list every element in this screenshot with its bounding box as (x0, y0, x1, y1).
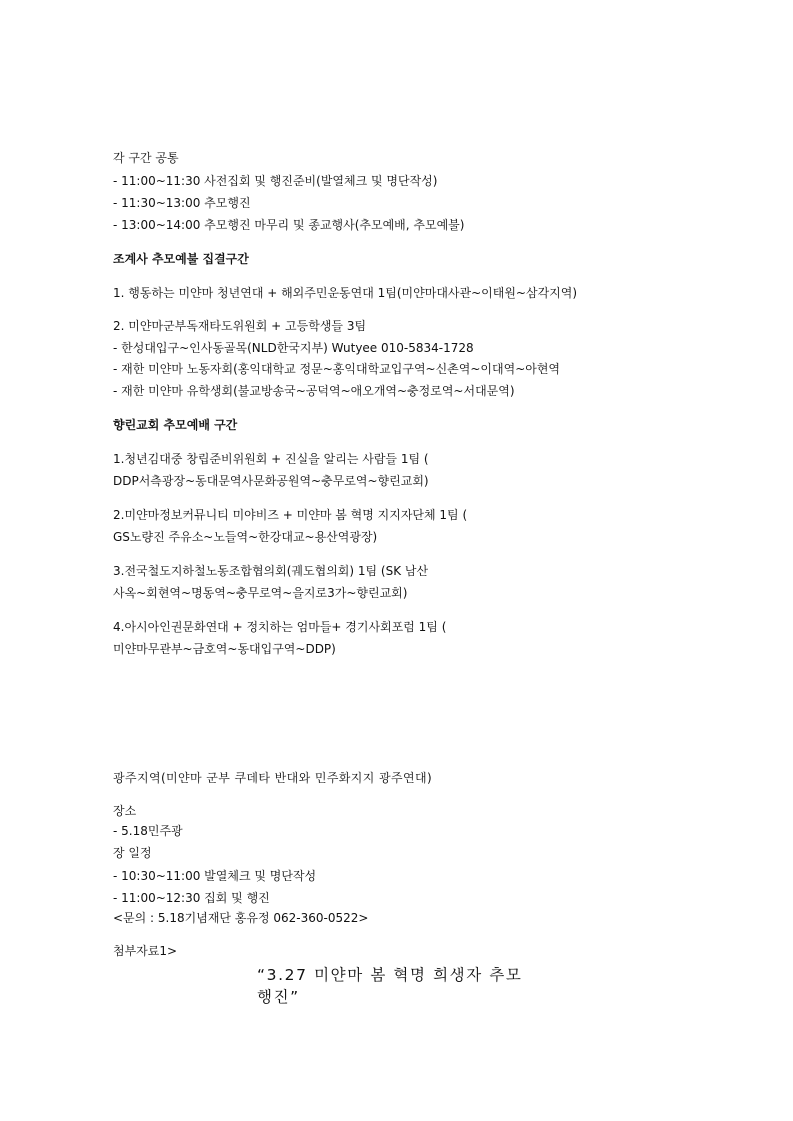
jogyesa-route-2: - 재한 미얀마 노동자회(홍익대학교 정문~홍익대학교입구역~신촌역~이대역~아현역 (113, 362, 561, 376)
jogyesa-route-3: - 재한 미얀마 유학생회(불교방송국~공덕역~애오개역~충정로역~서대문역) (113, 384, 515, 398)
gwangju-schedule-1: - 10:30~11:00 발열체크 및 명단작성 (113, 869, 317, 883)
jogyesa-item-1: 1. 행동하는 미얀마 청년연대 + 해외주민운동연대 1팀(미얀마대사관~이태원~삼각지역) (113, 286, 578, 300)
attachment-title-line-2: 행진” (257, 988, 300, 1006)
hyanglin-item-4-line-2: 미얀마무관부~금호역~동대입구역~DDP) (113, 642, 336, 656)
common-item-3: - 13:00~14:00 추모행진 마무리 및 종교행사(추모예배, 추모예불) (113, 218, 465, 232)
common-item-1: - 11:00~11:30 사전집회 및 행진준비(발열체크 및 명단작성) (113, 174, 438, 188)
jogyesa-heading: 조계사 추모예불 집결구간 (113, 252, 249, 266)
common-item-2: - 11:30~13:00 추모행진 (113, 196, 251, 210)
hyanglin-item-1-line-1: 1.청년김대중 창립준비위원회 + 진실을 알리는 사람들 1팀 ( (113, 452, 429, 466)
gwangju-heading: 광주지역(미얀마 군부 쿠데타 반대와 민주화지지 광주연대) (113, 771, 433, 785)
jogyesa-item-2: 2. 미얀마군부독재타도위원회 + 고등학생들 3팀 (113, 319, 367, 333)
attachment-title-line-1: “3.27 미얀마 봄 혁명 희생자 추모 (257, 966, 523, 984)
hyanglin-item-1-line-2: DDP서측광장~동대문역사문화공원역~충무로역~향린교회) (113, 474, 429, 488)
jogyesa-route-1: - 한성대입구~인사동골목(NLD한국지부) Wutyee 010-5834-1728 (113, 341, 474, 355)
hyanglin-item-3-line-1: 3.전국철도지하철노동조합협의회(궤도협의회) 1팀 (SK 남산 (113, 564, 429, 578)
hyanglin-item-2-line-1: 2.미얀마정보커뮤니티 미야비즈 + 미얀마 봄 혁명 지지자단체 1팀 ( (113, 508, 468, 522)
attachment-label: 첨부자료1> (113, 944, 178, 958)
gwangju-contact: <문의 : 5.18기념재단 홍유정 062-360-0522> (113, 911, 369, 925)
gwangju-schedule-label: 장 일정 (113, 846, 152, 860)
hyanglin-item-3-line-2: 사옥~회현역~명동역~충무로역~을지로3가~향린교회) (113, 586, 408, 600)
gwangju-place: - 5.18민주광 (113, 824, 183, 838)
gwangju-schedule-2: - 11:00~12:30 집회 및 행진 (113, 891, 270, 905)
gwangju-place-label: 장소 (113, 804, 137, 818)
hyanglin-heading: 향린교회 추모예배 구간 (113, 418, 238, 432)
common-heading: 각 구간 공통 (113, 151, 179, 165)
hyanglin-item-4-line-1: 4.아시아인권문화연대 + 정치하는 엄마들+ 경기사회포럼 1팀 ( (113, 620, 447, 634)
hyanglin-item-2-line-2: GS노량진 주유소~노들역~한강대교~용산역광장) (113, 530, 378, 544)
